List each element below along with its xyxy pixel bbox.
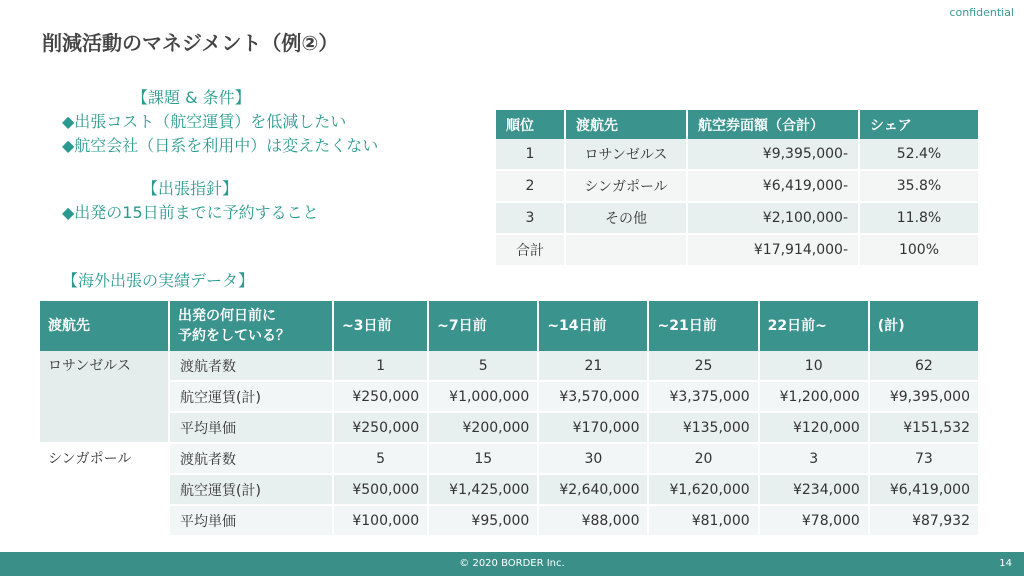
table-cell: 2 [496,170,565,202]
table-cell: 30 [538,443,648,474]
table-cell: 15 [428,443,538,474]
table-row [40,474,979,505]
table-row [40,412,979,443]
condition-line: ◆出張コスト（航空運賃）を低減したい [62,112,347,131]
summary-header-rank: 順位 [496,110,565,139]
detail-header-col: (計) [869,301,979,351]
table-cell: ¥151,532 [869,412,979,443]
table-cell: ¥250,000 [333,412,428,443]
table-cell: ¥78,000 [759,505,869,536]
detail-header-destination: 渡航先 [40,301,169,351]
detail-header-col: 22日前~ [759,301,869,351]
table-cell: 52.4% [859,139,979,170]
policy-heading: 【出張指針】 [142,179,239,198]
table-cell: 21 [538,351,648,381]
table-cell: ¥2,100,000- [687,202,859,234]
table-cell: ¥9,395,000- [687,139,859,170]
table-cell [565,234,687,266]
table-cell: 11.8% [859,202,979,234]
table-cell: 73 [869,443,979,474]
table-cell: その他 [565,202,687,234]
table-cell: ¥1,000,000 [428,381,538,412]
overseas-data-label: 【海外出張の実績データ】 [62,271,255,290]
table-row [496,139,979,170]
table-cell: ¥81,000 [648,505,758,536]
summary-table [496,110,980,267]
conditions-heading: 【課題 & 条件】 [132,88,251,107]
policy-block [62,177,319,225]
table-cell: ¥1,425,000 [428,474,538,505]
table-cell: シンガポール [565,170,687,202]
table-cell: 3 [496,202,565,234]
table-cell: 1 [333,351,428,381]
table-cell: ¥100,000 [333,505,428,536]
footer-bar [0,552,1024,576]
table-cell: ¥88,000 [538,505,648,536]
table-cell: ¥200,000 [428,412,538,443]
table-row [40,505,979,536]
table-cell: ¥170,000 [538,412,648,443]
detail-header-col: ~21日前 [648,301,758,351]
detail-header-col: ~7日前 [428,301,538,351]
table-cell: ¥17,914,000- [687,234,859,266]
table-cell: ¥135,000 [648,412,758,443]
table-cell: 5 [333,443,428,474]
table-row [40,443,979,474]
page-number: 14 [999,558,1012,569]
table-cell: ロサンゼルス [565,139,687,170]
summary-header-amount: 航空券面額（合計） [687,110,859,139]
metric-cell: 航空運賃(計) [169,381,333,412]
metric-cell: 渡航者数 [169,351,333,381]
detail-header-row [40,301,979,351]
metric-cell: 平均単価 [169,412,333,443]
metric-cell: 航空運賃(計) [169,474,333,505]
table-cell: 3 [759,443,869,474]
detail-header-booking: 出発の何日前に 予約をしている？ [169,301,333,351]
table-row [496,202,979,234]
table-cell: ¥95,000 [428,505,538,536]
table-row [496,170,979,202]
table-cell: ¥9,395,000 [869,381,979,412]
table-cell: ¥1,200,000 [759,381,869,412]
summary-header-destination: 渡航先 [565,110,687,139]
table-row [40,381,979,412]
table-cell: ¥6,419,000 [869,474,979,505]
table-cell: ¥3,570,000 [538,381,648,412]
table-cell: 20 [648,443,758,474]
table-cell: 25 [648,351,758,381]
destination-cell: シンガポール [40,443,169,536]
destination-cell: ロサンゼルス [40,351,169,443]
summary-header-share: シェア [859,110,979,139]
table-cell: 5 [428,351,538,381]
table-cell: 100% [859,234,979,266]
table-cell: 10 [759,351,869,381]
table-cell: 35.8% [859,170,979,202]
table-cell: ¥6,419,000- [687,170,859,202]
summary-header-row [496,110,979,139]
table-cell: ¥120,000 [759,412,869,443]
page-title: 削減活動のマネジメント（例②） [42,31,339,55]
table-row [496,234,979,266]
policy-line: ◆出発の15日前までに予約すること [62,203,319,222]
conditions-block [62,86,378,158]
table-cell: ¥250,000 [333,381,428,412]
table-row [40,351,979,381]
table-cell: ¥500,000 [333,474,428,505]
table-cell: ¥2,640,000 [538,474,648,505]
table-cell: ¥1,620,000 [648,474,758,505]
table-cell: ¥234,000 [759,474,869,505]
table-cell: 合計 [496,234,565,266]
copyright-text: © 2020 BORDER Inc. [459,558,565,569]
table-cell: 62 [869,351,979,381]
detail-header-col: ~3日前 [333,301,428,351]
table-cell: ¥3,375,000 [648,381,758,412]
detail-header-col: ~14日前 [538,301,648,351]
metric-cell: 渡航者数 [169,443,333,474]
table-cell: ¥87,932 [869,505,979,536]
confidential-label: confidential [949,6,1014,19]
condition-line: ◆航空会社（日系を利用中）は変えたくない [62,136,379,155]
detail-table [40,301,980,537]
table-cell: 1 [496,139,565,170]
metric-cell: 平均単価 [169,505,333,536]
